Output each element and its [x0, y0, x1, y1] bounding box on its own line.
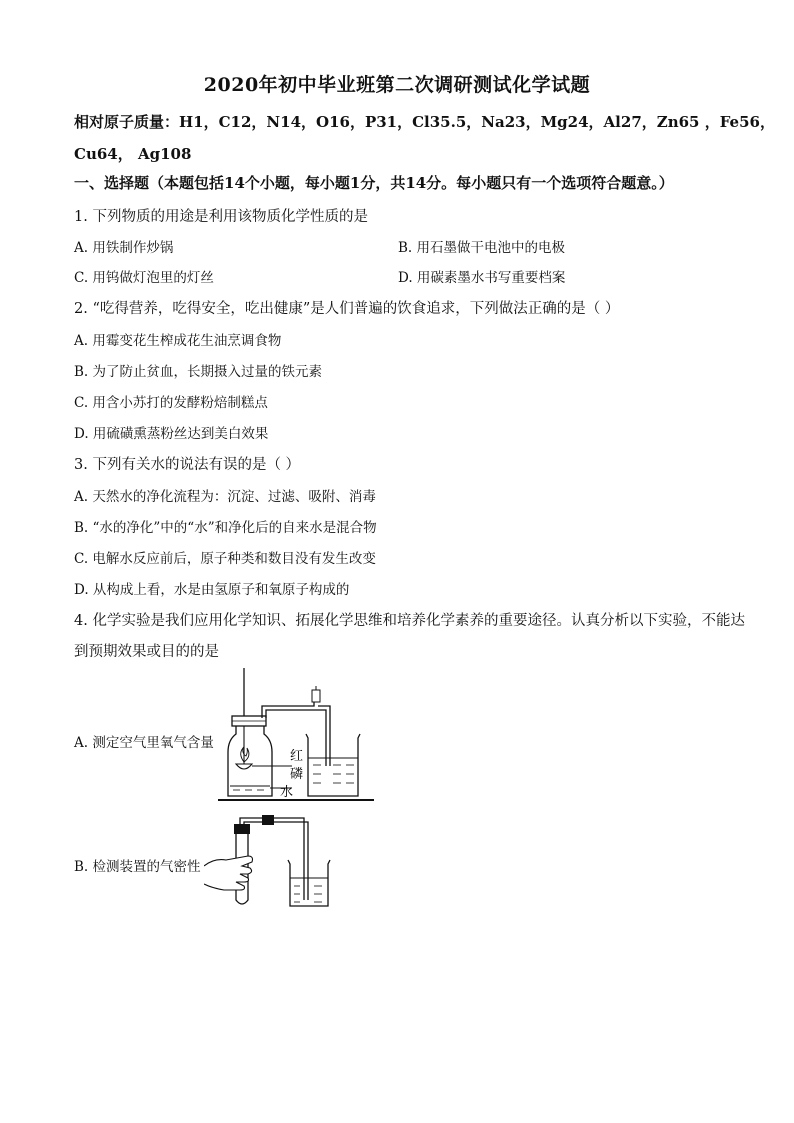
question-1-option-b: B. 用石墨做干电池中的电极: [398, 240, 566, 256]
question-3-option-d: D. 从构成上看，水是由氢原子和氧原子构成的: [74, 582, 350, 598]
question-2-option-a: A. 用霉变花生榨成花生油烹调食物: [74, 333, 282, 349]
page-title: 2020年初中毕业班第二次调研测试化学试题: [203, 74, 591, 96]
question-1-option-d: D. 用碳素墨水书写重要档案: [398, 270, 566, 286]
question-3-option-b: B. “水的净化”中的“水”和净化后的自来水是混合物: [74, 520, 377, 536]
label-phosphorus: 磷: [290, 767, 304, 782]
question-4-stem-line-1: 4. 化学实验是我们应用化学知识、拓展化学思维和培养化学素养的重要途径。认真分析以下实验，不能达: [74, 613, 745, 629]
question-2-option-c: C. 用含小苏打的发酵粉焙制糕点: [74, 395, 268, 411]
question-4-option-b: B. 检测装置的气密性: [74, 859, 201, 875]
airtightness-check-diagram: [204, 812, 334, 910]
label-water: 水: [280, 785, 294, 800]
atomic-mass-line-2: Cu64， Ag108: [74, 145, 192, 163]
question-3-option-c: C. 电解水反应前后，原子种类和数目没有发生改变: [74, 551, 376, 567]
question-4-stem-line-2: 到预期效果或目的的是: [74, 644, 219, 660]
oxygen-measurement-apparatus-diagram: [218, 668, 378, 806]
question-2-option-b: B. 为了防止贫血，长期摄入过量的铁元素: [74, 364, 323, 380]
label-red: 红: [290, 749, 304, 764]
question-1-stem: 1. 下列物质的用途是利用该物质化学性质的是: [74, 209, 368, 225]
atomic-mass-line-1: 相对原子质量：H1，C12，N14，O16，P31，Cl35.5，Na23，Mg24，Al27，Zn65 ，Fe56，: [74, 113, 775, 131]
question-3-stem: 3. 下列有关水的说法有误的是（ ）: [74, 457, 301, 473]
question-1-option-a: A. 用铁制作炒锅: [74, 240, 174, 256]
question-4-option-a: A. 测定空气里氧气含量: [74, 735, 214, 751]
question-3-option-a: A. 天然水的净化流程为：沉淀、过滤、吸附、消毒: [74, 489, 376, 505]
question-2-option-d: D. 用硫磺熏蒸粉丝达到美白效果: [74, 426, 269, 442]
section-heading: 一、选择题（本题包括14个小题，每小题1分，共14分。每小题只有一个选项符合题意。）: [74, 174, 674, 192]
question-2-stem: 2. “吃得营养，吃得安全，吃出健康”是人们普遍的饮食追求，下列做法正确的是（ ）: [74, 301, 620, 317]
question-1-option-c: C. 用钨做灯泡里的灯丝: [74, 270, 214, 286]
